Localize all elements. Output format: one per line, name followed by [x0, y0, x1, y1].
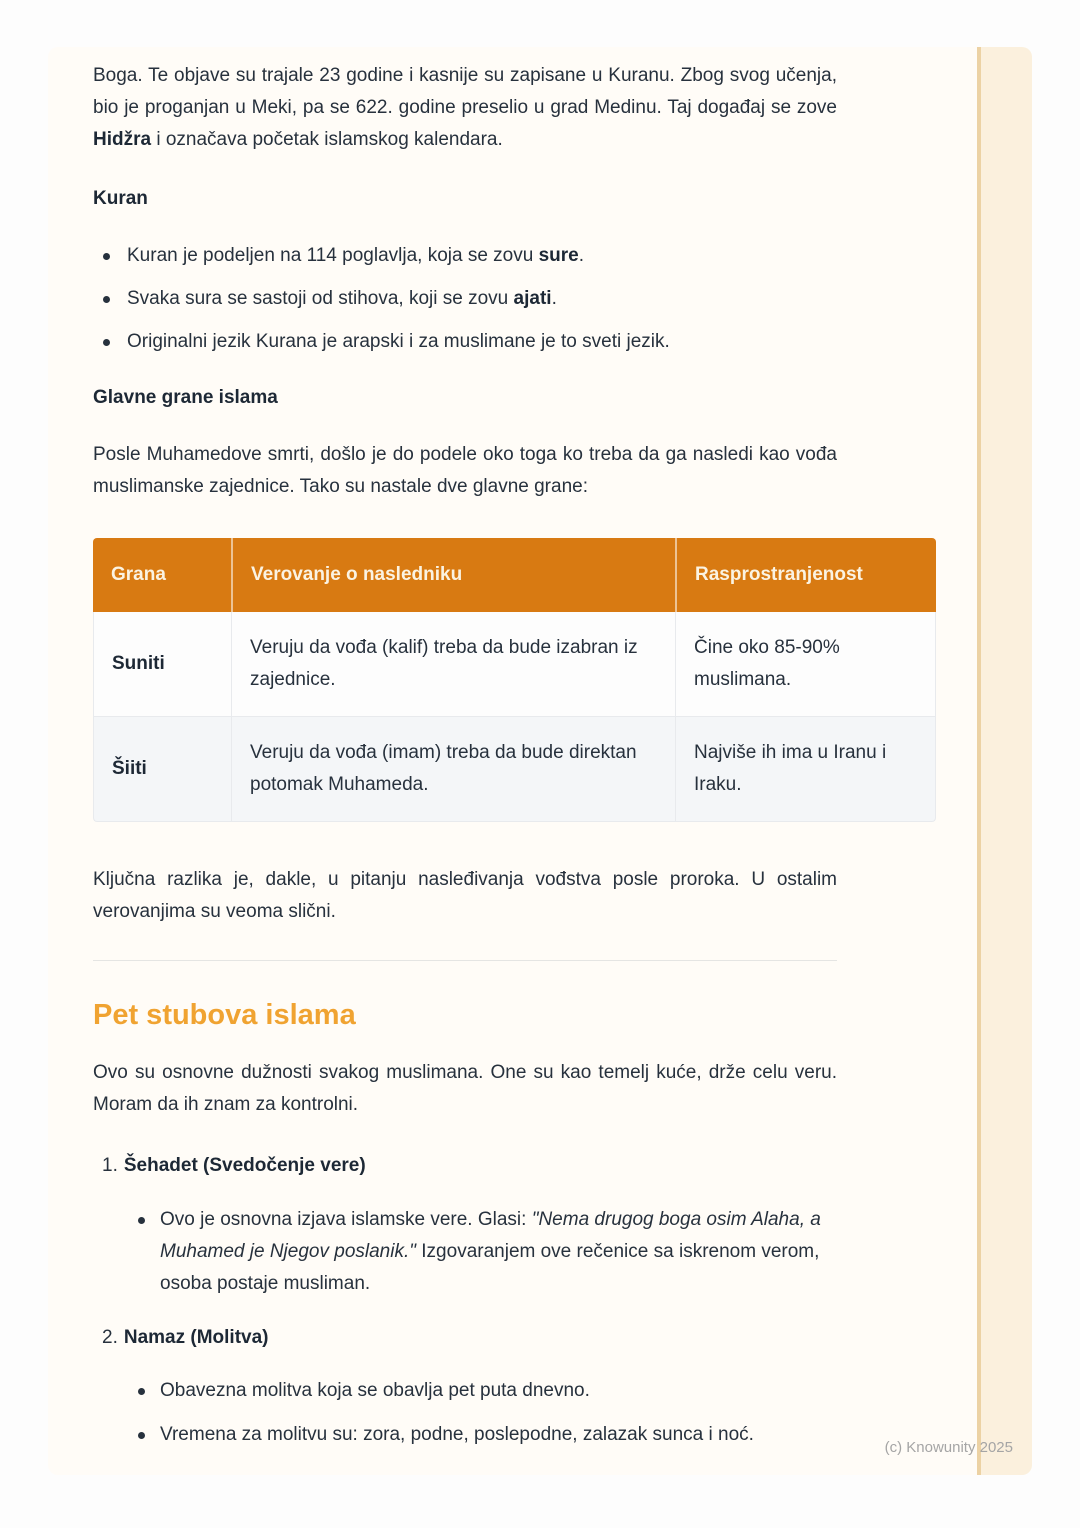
item-number: 2.	[102, 1327, 118, 1348]
grane-paragraph: Posle Muhamedove smrti, došlo je do podele oko toga ko treba da ga nasledi kao vođa muslimanske zajednice. Tako su nastale dve glavne grane:	[93, 444, 837, 497]
kljucna-paragraph: Ključna razlika je, dakle, u pitanju nasleđivanja vođstva posle proroka. U ostalim verovanjima su veoma slični.	[93, 869, 837, 922]
page-edge-stripe	[977, 47, 1032, 1475]
table-row	[93, 612, 936, 717]
table-header-verovanje: Verovanje o nasledniku	[231, 538, 675, 612]
numbered-item-sehadet	[93, 1150, 837, 1182]
sehadet-bullet-list	[93, 1204, 837, 1300]
cell-grana: Šiiti	[93, 717, 231, 822]
table-row	[93, 717, 936, 822]
table-header-grana: Grana	[93, 538, 231, 612]
intro-paragraph: Boga. Te objave su trajale 23 godine i kasnije su zapisane u Kuranu. Zbog svog učenja, bio je proganjan u Meki, pa se 622. godine preselio u grad Medinu. Taj događaj se zove Hidžra i označava početak islamskog kalendara.	[93, 65, 837, 150]
section-divider	[93, 960, 837, 961]
section-heading-kuran: Kuran	[93, 188, 148, 209]
section-heading-grane: Glavne grane islama	[93, 387, 278, 408]
cell-verovanje: Veruju da vođa (imam) treba da bude direktan potomak Muhameda.	[231, 717, 675, 822]
bullet-item: Ovo je osnovna izjava islamske vere. Glasi: "Nema drugog boga osim Alaha, a Muhamed je Njegov poslanik." Izgovaranjem ove rečenice sa iskrenom verom, osoba postaje musliman.	[93, 1204, 837, 1300]
kuran-bullet-list	[93, 240, 837, 358]
bullet-item: Originalni jezik Kurana je arapski i za muslimane je to sveti jezik.	[93, 326, 837, 358]
page-title-pet-stubova: Pet stubova islama	[93, 999, 356, 1031]
pillars-intro-paragraph: Ovo su osnovne dužnosti svakog muslimana. One su kao temelj kuće, drže celu veru. Moram da ih znam za kontrolni.	[93, 1062, 837, 1115]
cell-rasprostranjenost: Čine oko 85-90% muslimana.	[675, 612, 936, 717]
note-content	[93, 47, 887, 1451]
table-header-row	[93, 538, 936, 612]
numbered-item-namaz	[93, 1322, 837, 1354]
cell-grana: Suniti	[93, 612, 231, 717]
bullet-item: Kuran je podeljen na 114 poglavlja, koja se zovu sure.	[93, 240, 837, 272]
item-title: Šehadet (Svedočenje vere)	[123, 1155, 366, 1176]
cell-verovanje: Veruju da vođa (kalif) treba da bude izabran iz zajednice.	[231, 612, 675, 717]
cell-rasprostranjenost: Najviše ih ima u Iranu i Iraku.	[675, 717, 936, 822]
grane-table	[93, 538, 936, 822]
bullet-item: Obavezna molitva koja se obavlja pet puta dnevno.	[93, 1375, 837, 1407]
copyright-watermark: (c) Knowunity 2025	[884, 1439, 1013, 1456]
bullet-item: Svaka sura se sastoji od stihova, koji se zovu ajati.	[93, 283, 837, 315]
item-number: 1.	[102, 1155, 118, 1176]
note-page	[48, 47, 1032, 1475]
namaz-bullet-list	[93, 1375, 837, 1451]
bullet-item: Vremena za molitvu su: zora, podne, poslepodne, zalazak sunca i noć.	[93, 1419, 837, 1451]
item-title: Namaz (Molitva)	[123, 1327, 269, 1348]
table-header-rasprostranjenost: Rasprostranjenost	[675, 538, 936, 612]
